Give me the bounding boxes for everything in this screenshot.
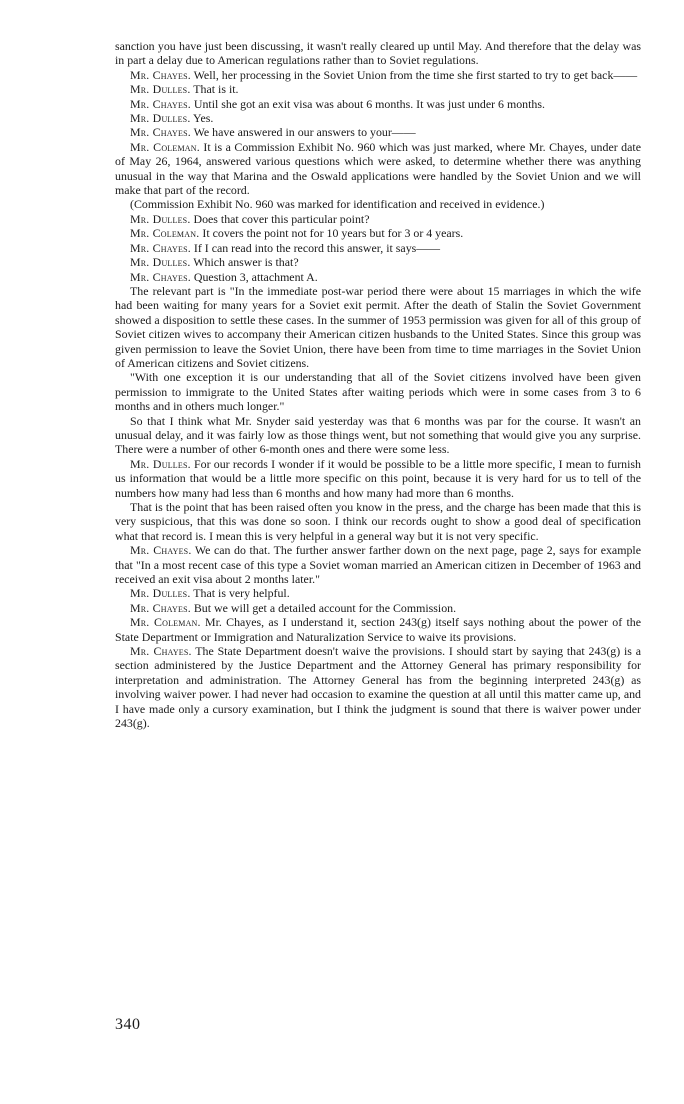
transcript-paragraph [115, 255, 641, 269]
speaker-name: Mr. Chayes. [130, 67, 191, 82]
speaker-name: Mr. Chayes. [130, 125, 191, 140]
transcript-paragraph [115, 68, 641, 82]
paragraph-text: But we will get a detailed account for the Commission. [190, 600, 457, 615]
transcript-paragraph [115, 97, 641, 111]
transcript-paragraph [115, 39, 641, 68]
paragraph-text: It covers the point not for 10 years but for 3 or 4 years. [199, 226, 464, 241]
paragraph-text: That is the point that has been raised often you know in the press, and the charge has been made that this is very suspicious, that this was done so soon. I think our records ought to show a good deal of specification what that record is. I mean this is very helpful in a general way but it is not very specific. [115, 500, 641, 543]
document-page [115, 39, 641, 731]
transcript-paragraph [115, 543, 641, 586]
paragraph-text: The relevant part is "In the immediate post-war period there were about 15 marriages in which the wife had been waiting for many years for a Soviet exit permit. After the death of Stalin the Soviet Government showed a disposition to settle these cases. In the summer of 1953 permission was given for all of this group of Soviet citizen wives to accompany their American citizen husbands to the United States. Since this group was given permission to leave the Soviet Union, there have been from time to time marriages in the Soviet Union of American citizens and Soviet citizens. [115, 283, 641, 370]
transcript-paragraph [115, 457, 641, 500]
speaker-name: Mr. Coleman. [130, 139, 200, 154]
transcript-paragraph [115, 226, 641, 240]
paragraph-text: So that I think what Mr. Snyder said yesterday was that 6 months was par for the course. It wasn't an unusual delay, and it was fairly low as those things went, but not something that would give you any surprise. There were a number of other 6-month ones and there were some less. [115, 413, 641, 457]
paragraph-text: For our records I wonder if it would be possible to be a little more specific, I mean to furnish us information that would be a little more specific on this point, because it is very hard for us to tell of the numbers how many had less than 6 months and how many had more than 6 months. [115, 456, 641, 500]
transcript-paragraph [115, 212, 641, 226]
speaker-name: Mr. Chayes. [130, 644, 192, 659]
transcript-paragraph [115, 615, 641, 644]
paragraph-text: Until she got an exit visa was about 6 months. It was just under 6 months. [190, 96, 545, 111]
transcript-paragraph [115, 284, 641, 370]
speaker-name: Mr. Coleman. [130, 226, 200, 241]
transcript-paragraph [115, 140, 641, 198]
transcript-paragraph [115, 270, 641, 284]
paragraph-text: sanction you have just been discussing, it wasn't really cleared up until May. And therefore that the delay was in part a delay due to American regulations rather than to Soviet regulations. [115, 39, 641, 68]
speaker-name: Mr. Chayes. [130, 543, 192, 558]
paragraph-text: Well, her processing in the Soviet Union from the time she first started to try to get back—— [190, 67, 638, 82]
speaker-name: Mr. Chayes. [130, 240, 191, 255]
paragraph-text: "With one exception it is our understanding that all of the Soviet citizens involved have been given permission to immigrate to the United States after waiting periods which were in some cases from 3 to 6 months and in others much longer." [115, 370, 641, 414]
transcript-paragraph [115, 197, 641, 211]
paragraph-text: We have answered in our answers to your—— [190, 125, 416, 140]
paragraph-text: It is a Commission Exhibit No. 960 which was just marked, where Mr. Chayes, under date of May 26, 1964, answered various questions which were asked, to determine whether there was anything unusual in the way that Marina and the Oswald applications were handled by the Soviet Union and we will make that part of the record. [115, 139, 641, 198]
transcript-paragraph [115, 125, 641, 139]
transcript-paragraph [115, 414, 641, 457]
paragraph-text: Yes. [190, 111, 214, 126]
speaker-name: Mr. Dulles. [130, 111, 191, 126]
speaker-name: Mr. Dulles. [130, 255, 191, 270]
paragraph-text: (Commission Exhibit No. 960 was marked for identification and received in evidence.) [130, 197, 545, 212]
paragraph-text: Which answer is that? [190, 255, 299, 270]
paragraph-text: Mr. Chayes, as I understand it, section 243(g) itself says nothing about the power of the State Department or Immigration and Naturalization Service to waive its provisions. [115, 615, 641, 644]
paragraph-text: If I can read into the record this answer, it says—— [190, 240, 441, 255]
paragraph-text: Question 3, attachment A. [190, 269, 318, 284]
speaker-name: Mr. Dulles. [130, 586, 191, 601]
speaker-name: Mr. Chayes. [130, 96, 191, 111]
paragraph-text: That is very helpful. [190, 586, 290, 601]
transcript-paragraph [115, 111, 641, 125]
speaker-name: Mr. Dulles. [130, 82, 191, 97]
transcript-paragraph [115, 82, 641, 96]
transcript-paragraph [115, 586, 641, 600]
speaker-name: Mr. Coleman. [130, 615, 201, 630]
transcript-paragraph [115, 644, 641, 730]
paragraph-text: Does that cover this particular point? [190, 211, 370, 226]
paragraph-text: The State Department doesn't waive the provisions. I should start by saying that 243(g) is a section administered by the Justice Department and the Attorney General has primary responsibility for interpretation and administration. The Attorney General has from the beginning interpreted 243(g) as involving waiver power. I had never had occasion to examine the question at all until this matter came up, and I have made only a cursory examination, but I think the judgment is sound that there is waiver power under 243(g). [115, 644, 641, 731]
paragraph-text: We can do that. The further answer farther down on the next page, page 2, says for example that "In a most recent case of this type a Soviet woman married an American citizen in December of 1963 and received an exit visa about 2 months later." [115, 543, 641, 587]
paragraph-text: That is it. [190, 82, 239, 97]
transcript-paragraph [115, 241, 641, 255]
transcript-paragraph [115, 601, 641, 615]
page-number: 340 [115, 1016, 141, 1033]
speaker-name: Mr. Dulles. [130, 211, 191, 226]
transcript-paragraph [115, 370, 641, 413]
speaker-name: Mr. Dulles. [130, 456, 191, 471]
speaker-name: Mr. Chayes. [130, 269, 191, 284]
speaker-name: Mr. Chayes. [130, 600, 191, 615]
transcript-paragraph [115, 500, 641, 543]
